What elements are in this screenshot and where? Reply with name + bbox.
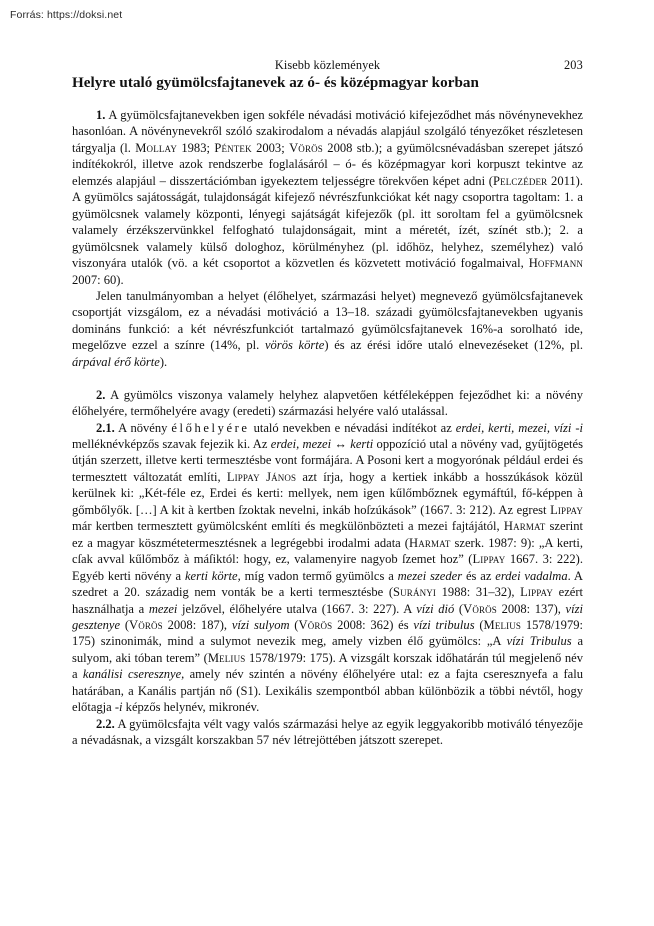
- p4-text-b: utaló nevekben e névadási indítékot az: [249, 420, 456, 435]
- term-kerti: kerti: [350, 437, 374, 451]
- term-vizi-dio: vízi dió: [416, 601, 455, 616]
- citation-pentek: Péntek: [214, 140, 252, 155]
- citation-mollay: Mollay: [135, 140, 177, 155]
- p4-text-d: oppozíció utal a növény vad, gyűjtögetés útján szerzett, illetve kerti termesztésbe vont formájára. A Posoni kert a mogyorónak például erdei és termesztett változatát említi,: [72, 437, 583, 484]
- term-mezei: mezei: [148, 601, 178, 616]
- p4-text-v: (: [474, 617, 484, 632]
- citation-lippay-1: Lippay: [550, 502, 583, 517]
- running-head: [72, 58, 583, 73]
- p4-text-n: ezért használhatja a: [72, 585, 583, 616]
- section-number-1: 1.: [96, 108, 106, 122]
- paragraph-5: [72, 716, 583, 749]
- citation-pelczeder: Pelczéder: [492, 173, 548, 188]
- paragraph-3: [72, 387, 583, 420]
- p4-text-s: 2008: 187),: [162, 617, 232, 632]
- article-body: [72, 107, 583, 749]
- p4-text-i: 1667. 3: 222). Egyéb kerti növény a: [72, 552, 583, 583]
- p4-text-j: míg vadon termő gyümölcs a: [240, 568, 398, 583]
- term-vizi-sulyom: vízi sulyom: [231, 617, 290, 632]
- p4-text-t: (: [289, 617, 299, 632]
- p3-text-a: A gyümölcs viszonya valamely helyhez alapvetően kétféleképpen fejeződhet ki: a növény élőhelyére, termőhelyére avagy (eredeti) származási helyére való utalással.: [72, 387, 583, 419]
- p1-text-f: 2007: 60).: [72, 272, 124, 287]
- p4-text-x: a sulyom, aki tóban terem” (: [72, 634, 584, 665]
- p1-text-a: A gyümölcsfajtanevekben igen sokféle névadási motiváció kifejeződhet más növénynevekhez hasonlóan. A növénynevekről szóló szakirodalom a névadás alapjául szolgáló tényezőket részletesen tárgyalja (l.: [72, 108, 583, 155]
- p4-text-a: A növény: [114, 420, 172, 435]
- section-number-2-1: 2.1.: [96, 420, 115, 435]
- term-kerti-korte: kerti körte,: [184, 568, 241, 583]
- article-title: Helyre utaló gyümölcsfajtanevek az ó- és középmagyar korban: [72, 75, 479, 91]
- p4-text-c: melléknévképzős szavak fejezik ki. Az: [72, 437, 271, 451]
- running-head-title: Kisebb közlemények: [274, 58, 381, 72]
- citation-voros-3: Vörös: [298, 617, 333, 632]
- p4-text-w: 1578/1979: 175) szinonimák, mind a sulymot nevezik meg, amely vizben élő gyümölcs: „A: [72, 617, 583, 649]
- term-adjective-list: erdei, kerti, mezei, vízi -i: [455, 420, 584, 435]
- citation-harmat-2: Harmat: [409, 535, 451, 550]
- section-number-2: 2.: [96, 387, 106, 402]
- p4-text-l: . A szedret a 20. századig nem vonták be a kerti termesztésbe (: [72, 568, 583, 600]
- page-number: 203: [563, 58, 583, 72]
- term-vizi-gesztenye: vízi gesztenye: [72, 601, 583, 632]
- citation-lippay-janos: Lippay János: [226, 469, 297, 484]
- p4-text-r: (: [120, 617, 130, 632]
- term-erdei-mezei: erdei, mezei: [270, 437, 332, 451]
- p4-text-e: azt írja, hogy a kertiek inkább a hosszúkások közül kerülnek ki: „Két-féle ez, Erdei és kerti: mellyek, nem igen kűlőmbőznek egymáftúl, fő-képpen à gőmbőlyők. […] A kit à kertben ſzoktak nevelni, inkáb hoſzúkások” (1667. 3: 212). Az egrest: [72, 469, 583, 517]
- citation-voros-1: Vörös: [463, 601, 497, 616]
- p4-text-z: amely név szintén a növény élőhelyére utal: ez a fajta cseresznyefa a falu határában, a Kanális partján nő (S1). Lexikális szempontból abban különbözik a többi névtől, hogy előtagja: [72, 667, 583, 715]
- section-number-2-2: 2.2.: [96, 716, 115, 731]
- source-watermark: Forrás: https://doksi.net: [10, 9, 123, 21]
- p4-text-m: 1988: 31–32),: [436, 585, 521, 600]
- p4-opposition-arrow: ↔: [331, 437, 351, 451]
- citation-harmat-1: Harmat: [503, 519, 546, 534]
- citation-voros-2: Vörös: [129, 617, 163, 632]
- term-kanalisi-cseresznye: kanálisi cseresznye,: [82, 667, 185, 682]
- p4-text-h: szerk. 1987: 9): „A kerti, cſak avval kűlőmbőz à máſiktól: hogy, ez, valamenyire nagyob ſzemet hoz” (: [72, 535, 583, 567]
- paragraph-2: [72, 288, 583, 370]
- citation-lippay-2: Lippay: [472, 552, 506, 567]
- citation-hoffmann: Hoffmann: [528, 256, 583, 271]
- emphasis-elohelyere: élőhelyére: [171, 420, 250, 435]
- paragraph-4: [72, 420, 583, 716]
- p1-text-e: 2011). A gyümölcs sajátosságát, tulajdonságát kifejező névrészfunkciókat két nagy csoportra tagoltam: 1. a gyümölcsnek valamely központi, lényegi sajátságát kifejezők (pl. itt soroltam fel a gyümölcsnek valamely érzékszervünkkel felfogható tulajdonságait, mint a méretét, ízét, színét stb.); 2. a gyümölcsnek valamely külső dologhoz, körülményhez (pl. időhöz, helyhez, személyhez) való viszonyára utalók (vö. a két csoportot a közvetlen és közvetett motiváció fogalmaival,: [72, 173, 583, 271]
- term-suffix-i: -i: [114, 700, 123, 715]
- p4-text-u: 2008: 362) és: [332, 617, 414, 632]
- p4-text-p: (: [454, 601, 464, 616]
- p4-text-o: jelzővel, élőhelyére utalva (1667. 3: 227). A: [177, 601, 417, 616]
- citation-voros: Vörös: [289, 140, 323, 155]
- p1-text-c: 2003;: [251, 140, 290, 155]
- citation-melius-1: Melius: [483, 617, 522, 632]
- p1-text-d: 2008 stb.); a gyümölcsnévadásban szerepet játszó indítékokról, illetve azok rendszerbe foglalásáról – ó- és középmagyar kori korpuszt tekintve az elemzés alapjául – disszertációmban igyekeztem teljességre törekvően képet adni (: [72, 140, 584, 188]
- p4-text-aa: képzős helynév, mikronév.: [122, 700, 260, 715]
- citation-melius-2: Melius: [207, 650, 246, 665]
- p4-text-q: 2008: 137),: [496, 601, 566, 616]
- p4-text-f: már kertben termesztett gyümölcsként említi és megkülönbözteti a mezei fajtájától,: [72, 519, 504, 534]
- citation-lippay-3: Lippay: [520, 585, 554, 600]
- term-vizi-tribulus-quote: vízi Tribulus: [506, 634, 572, 649]
- p4-text-k: és az: [462, 568, 496, 583]
- p5-text-a: A gyümölcsfajta vélt vagy valós származási helye az egyik leggyakoribb motiváló tényezője a névadásnak, a vizsgált korszakban 57 név létrejöttében játszott szerepet.: [72, 716, 583, 748]
- citation-suranyi: Surányi: [393, 585, 437, 600]
- term-vizi-tribulus: vízi tribulus: [413, 617, 475, 632]
- p1-text-b: 1983;: [176, 140, 215, 155]
- term-arpaval-ero-korte: árpával érő körte: [72, 354, 160, 369]
- paragraph-1: [72, 107, 583, 288]
- p2-text-b: ) és az érési időre utaló elnevezéseket (12%, pl.: [324, 338, 584, 353]
- term-mezei-szeder: mezei szeder: [397, 568, 463, 583]
- p4-text-y: 1578/1979: 175). A vizsgált korszak időhatárán túl megjelenő név a: [72, 650, 583, 682]
- term-voros-korte: vörös körte: [264, 338, 325, 353]
- p2-text-a: Jelen tanulmányomban a helyet (élőhelyet, származási helyet) megnevező gyümölcsfajtanevek csoportját vizsgálom, ez a névadási motiváció a 13–18. századi gyümölcsfajtanevekben ugyanis domináns funkció: a két névrészfunkciót tartalmazó gyümölcsfajtanevek 16%-a sorolható ide, megelőzve ezzel a színre (14%, pl.: [72, 288, 583, 353]
- term-erdei-vadalma: erdei vadalma: [495, 568, 568, 583]
- p2-text-c: ).: [159, 354, 168, 369]
- p4-text-g: szerint ez a magyar köszmétetermesztésnek a legrégebbi irodalmi adata (: [72, 519, 583, 550]
